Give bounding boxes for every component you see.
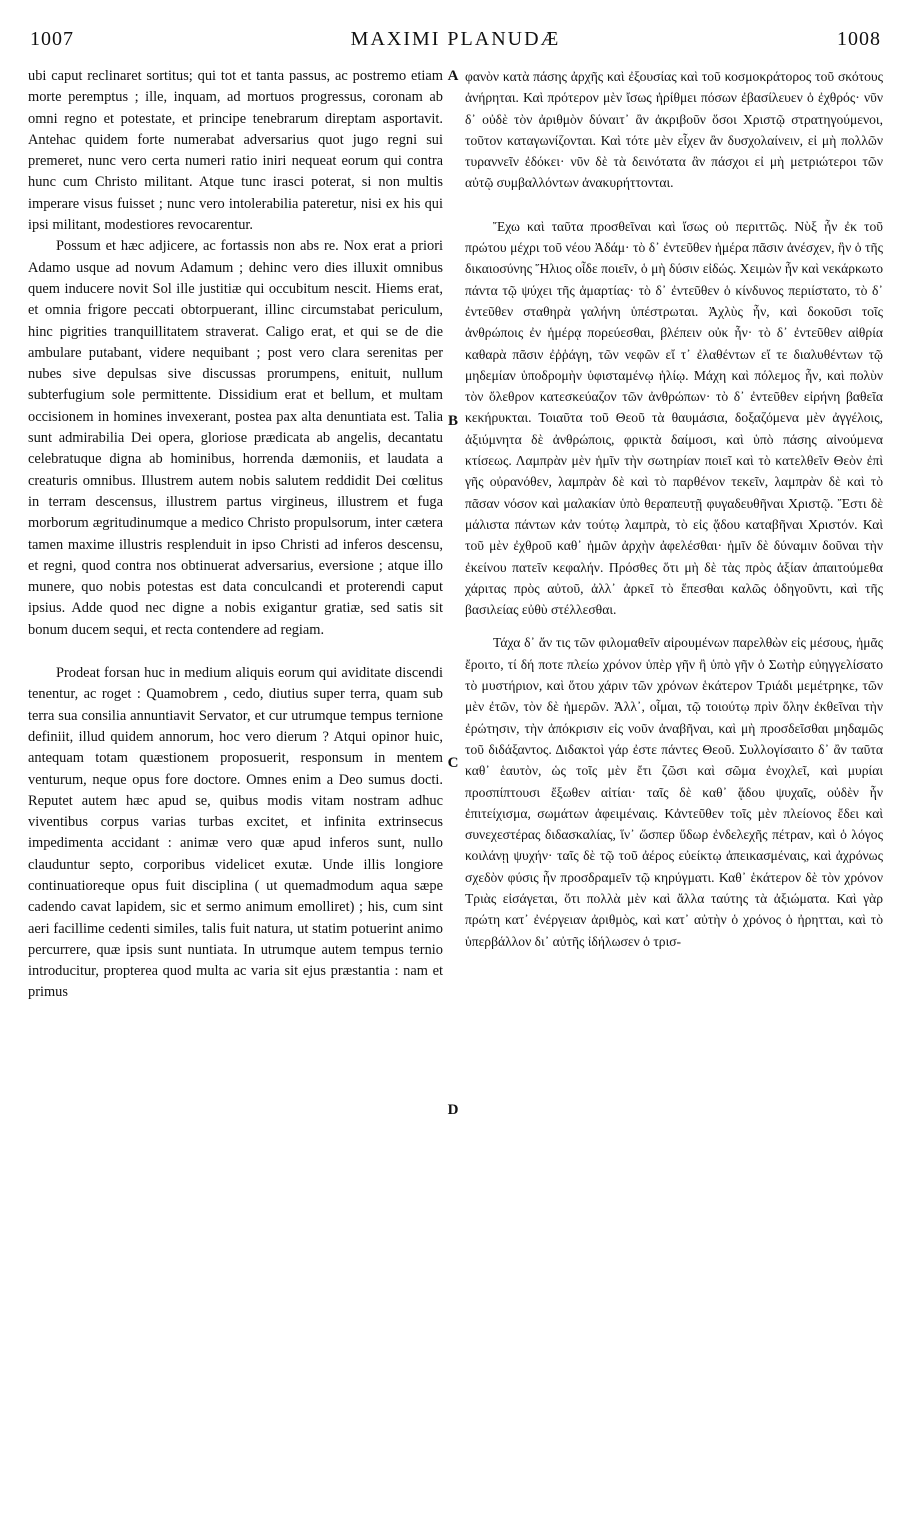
latin-paragraph-2: Possum et hæc adjicere, ac fortassis non abs re. Nox erat a priori Adamo usque ad novum Adamum ; dehinc vero dies illuxit omnibus quem inducere novit Sol ille justitiæ qui occubitum nescit. Hiems erat, et omnia frigore peccati obtorpuerant, illinc circumstabat periculum, hinc pigrities tranquillitatem straverat. Caligo erat, et qui se de die ambulare putabant, videre nequibant ; post vero clara serenitas per nubes sive depulsas sive discussas prorumpens, enituit, nullum subterfugium sole permittente. Dissidium erat et bellum, et multam occisionem in homines invexerant, postea pax alta denuntiata est. Talia sunt admirabilia Dei opera, gloriose prædicata ab angelis, decantatu celebratuque digna ab hominibus, horrenda dæmoniis, et laudata a creaturis omnibus. Illustrem autem nobis salutem reddidit Dei cœlitus in terram descensus, illustrem partus virgineus, illustrem et fuga morborum ægritudinumque a medico Christo propulsorum, inter cætera tamen maxime illustris resplenduit in ipso Christi ad inferos descensu, et regni, quod contra nos obtinuerat adversarius, eversione ; atque illo munere, quo nobis potestas est data conculcandi et proterendi caput ipsius. Adde quod nec digne a nobis exigantur gratiæ, sed satis sit bonum ducem sequi, et recta contendere ad regiam. <box>28 238 443 638</box>
latin-paragraph-3: Prodeat forsan huc in medium aliquis eorum qui aviditate discendi tenentur, ac roget : Quamobrem , cedo, diutius super terra, quam sub terra sua consilia annuntiavit Servator, et cur utrumque tempus ternione definiit, illud quidem annorum, hoc vero dierum ? Atqui opinor huic, antequam totam quæstionem proposuerit, responsum in mentem venturum, neque opus fore doctore. Omnes enim a Deo sumus docti. Reputet autem hæc apud se, quibus modis vitam nostram adhuc viventibus corpus varias turbas excitet, et infinita extrinsecus impedimenta accidant : animæ vero quæ apud inferos sunt, nullo clauduntur septo, corporibus videlicet exutæ. Unde illis longiore continuatioreque opus fuit disciplina ( ut quemadmodum aqua sæpe cadendo cavat lapidem, sic et sermo animum emolliret) ; his, cum sint aeri facillime cedenti similes, talis fuit natura, ut statim potuerint animo percurrere, quæ ipsis sunt nuntiata. In utrumque autem tempus ternio introducitur, propterea quod multa ac varia sit ejus præstantia : nam et primus <box>28 665 443 1001</box>
greek-column <box>465 66 883 952</box>
right-page-number: 1008 <box>837 28 881 50</box>
running-title: MAXIMI PLANUDÆ <box>350 28 561 50</box>
section-marker-b: B <box>447 413 458 429</box>
greek-paragraph-3: Τάχα δ᾽ ἄν τις τῶν φιλομαθεῖν αἱρουμένων παρελθὼν εἰς μέσους, ἡμᾶς ἔροιτο, τί δή ποτε πλείω χρόνον ὑπὲρ γῆν ἢ ὑπὸ γῆν ὁ Σωτὴρ εὐηγγελίσατο τὸ μυστήριον, καὶ ὅτου χάριν τῶν χρόνων ἑκάτερον Τριάδι μεμέτρηκε, τῶν μὲν ἐτῶν, τὸν δὲ ἡμερῶν. Ἀλλ᾽, οἶμαι, τῷ τοιούτῳ πρὶν ὅλην ἐκθεῖναι τὴν ἐρώτησιν, τὴν ἀπόκρισιν εἰς νοῦν ἀναβῆναι, καὶ μὴ προσδεῖσθαι μηδαμῶς τοῦ διδάξαντος. Διδακτοὶ γάρ ἐστε πάντες Θεοῦ. Συλλογίσαιτο δ᾽ ἂν ταῦτα καθ᾽ ἑαυτὸν, ὡς τοῖς μὲν ἔτι ζῶσι καὶ σῶμα ἐνοχλεῖ, καὶ μυρίαι προσπίπτουσι ἔξωθεν αἰτίαι· ταῖς δὲ καθ᾽ ᾅδου ψυχαῖς, οὐδὲν ἦν ἐπιτείχισμα, σωμάτων ἀφειμέναις. Κἀντεῦθεν τοῖς μὲν πλείονος ἔδει καὶ συνεχεστέρας διδασκαλίας, ἵν᾽ ὥσπερ ὕδωρ ἐνδελεχῆς πέτραν, καὶ ὁ λόγος κοιλάνῃ ψυχήν· ταῖς δὲ τῷ τοῦ ἀέρος εὐείκτῳ ἀπεικασμέναις, καὶ ἀχρόνως σχεδὸν φύσις ἦν προσδραμεῖν τῷ κηρύγματι. Καθ᾽ ἑκάτερον δὲ τὸν χρόνον Τριὰς εἰσάγεται, ὅτι πολλὰ μὲν καὶ ἄλλα ταύτης τὰ ἀξιώματα. Καὶ γὰρ πρώτη κατ᾽ ἐνέργειαν ἀριθμὸς, καὶ κατ᾽ αὐτὴν ὁ χρόνος ὁ ἠρητται, καὶ τὸ ὑπερβάλλον δι᾽ αὐτῆς ἰδήλωσεν ὁ τρισ- <box>465 635 883 949</box>
latin-column <box>28 66 443 1004</box>
section-marker-a: A <box>447 68 459 84</box>
running-header <box>30 28 881 56</box>
left-page-number: 1007 <box>30 28 74 50</box>
greek-paragraph-1: φανὸν κατὰ πάσης ἀρχῆς καὶ ἐξουσίας καὶ τοῦ κοσμοκράτορος τοῦ σκότους ἀνήρηται. Καὶ πρότερον μὲν ἴσως ἠρίθμει πόσων ἐβασίλευεν ὁ ἐχθρός· νῦν δ᾽ οὐδὲ τὸν ἀριθμὸν δύναιτ᾽ ἂν ἀκριβοῦν ὅσοι Χριστῷ στρατηγούμενοι, τοῦτον καταγωνίζονται. Καὶ τότε μὲν εἶχεν ἂν δυσχολαίνειν, εἰ μὴ πολλῶν τυραννεῖν ἐδόκει· νῦν δὲ τὰ δεινότατα ἂν πάσχοι εἰ μὴ μετριώτεροι τῶν αὐτῷ συμβαλλόντων ἀνακυρήττονται. <box>465 69 883 191</box>
section-marker-c: C <box>447 755 459 771</box>
greek-paragraph-2: Ἔχω καὶ ταῦτα προσθεῖναι καὶ ἴσως οὐ περιττῶς. Νὺξ ἦν ἐκ τοῦ πρώτου μέχρι τοῦ νέου Ἀδάμ· τὸ δ᾽ ἐντεῦθεν ἡμέρα πᾶσιν ἀνέσχεν, ἣν ὁ τῆς δικαιοσύνης Ἥλιος οἶδε ποιεῖν, ὁ μὴ δύσιν εἰδώς. Χειμὼν ἦν καὶ νεκάρκωτο πάντα τῷ ψύχει τῆς ἁμαρτίας· τὸ δ᾽ ἐντεῦθεν ὁ κίνδυνος περιίστατο, τὸ δ᾽ ἐντεῦθεν σταθηρὰ γαλήνη ὑπέστρωται. Ἀχλὺς ἦν, καὶ δοκοῦσι τοῖς ἀνθρώποις ἐν ἡμέρᾳ πορεύεσθαι, βλέπειν οὐκ ἦν· τὸ δ᾽ ἐντεῦθεν αἰθρία καθαρὰ πᾶσιν ἐῤῥάγη, τῶν νεφῶν εἴ τ᾽ ἐλαθέντων εἴ τε διαλυθέντων τῷ μηδεμίαν ὑποδρομὴν ὑφισταμένῳ ἡλίῳ. Μάχη καὶ πόλεμος ἦν, καὶ πολὺν τὸν ὄλεθρον κατεσκεύαζον τῶν ἀνθρώπων· τὸ δ᾽ ἐντεῦθεν εἰρήνη βαθεῖα κεκήρυκται. Τοιαῦτα τοῦ Θεοῦ τὰ θαυμάσια, δοξαζόμενα μὲν ἀγγέλοις, ἀξιύμνητα δὲ ἀνθρώποις, φρικτὰ δαίμοσι, καὶ ὑπὸ πάσης αἰνούμενα κτίσεως. Λαμπρὰν μὲν ἡμῖν τὴν σωτηρίαν ποιεῖ καὶ τὸ κατελθεῖν Θεὸν ἐπὶ γῆς οὐρανόθεν, λαμπρὰν δὲ καὶ τὸ παρθένον τεκεῖν, λαμπρὰν δὲ καὶ τὸ πᾶσαν νόσον καὶ μαλακίαν ὑπὸ θεραπευτῇ φυγαδευθῆναι Χριστῷ. Ἔστι δὲ μάλιστα πάντων κἀν τούτῳ λαμπρὰ, τὸ εἰς ᾅδου καταβῆναι Χριστόν. Καὶ τοῦ μὲν ἐχθροῦ καθ᾽ ἡμῶν ἀρχὴν ἀφελέσθαι· ἡμῖν δὲ δύναμιν δοῦναι τὴν ἐκείνου πατεῖν κεφαλήν. Πρόσθες ὅτι μὴ δὲ τὰς πρὸς ἀξίαν ἀπαιτούμεθα χάριτας πρὸς αὐτοῦ, ἀλλ᾽ ἀρκεῖ τὸ ἕπεσθαι καλῶς ὁδηγοῦντι, καὶ τῆς βασιλείας εὐθὺ στέλλεσθαι. <box>465 218 883 618</box>
latin-paragraph-1: ubi caput reclinaret sortitus; qui tot et tanta passus, ac postremo etiam morte peremptus ; ille, inquam, ad mortuos progressus, coronam ab omni regno et potestate, et principe tenebrarum direptam asportavit. Antehac quidem forte numerabat adversarius quot jugo regni sui premeret, nunc vero certa numeri ratio iniri nequeat eorum qui contra hunc cum Christo militant. Atque tunc irasci poterat, si non multis imperare visus fuisset ; nunc vero intolerabilia pateretur, nisi ex his qui ipsi militant, modestiores revocarentur. <box>28 68 443 234</box>
section-marker-d: D <box>447 1102 459 1118</box>
